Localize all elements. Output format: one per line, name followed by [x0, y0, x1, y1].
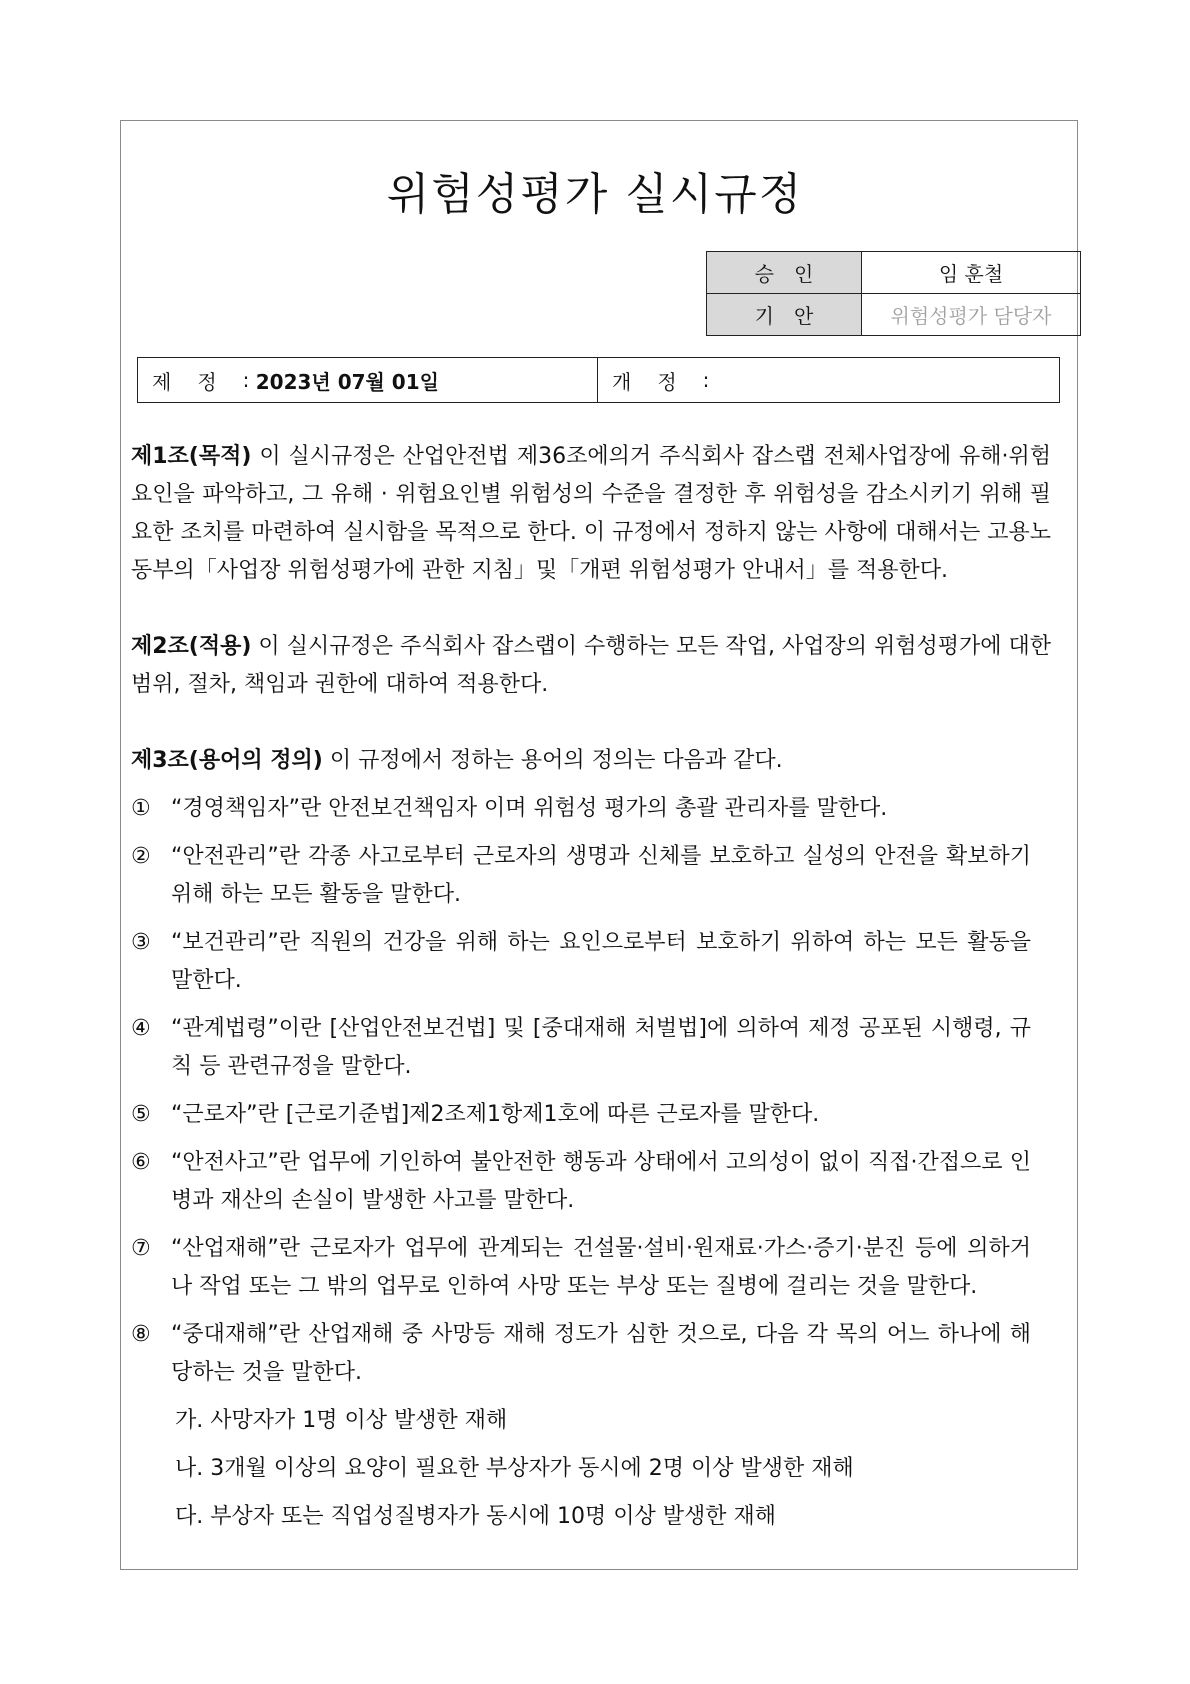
item-text: “안전사고”란 업무에 기인하여 불안전한 행동과 상태에서 고의성이 없이 직접·간접으로 인병과 재산의 손실이 발생한 사고를 말한다.	[171, 1150, 1031, 1213]
definition-item	[131, 1316, 1031, 1392]
article-3-text: 이 규정에서 정하는 용어의 정의는 다음과 같다.	[322, 748, 783, 773]
colon: :	[242, 368, 256, 392]
item-number: ⑧	[131, 1322, 151, 1347]
article-2	[131, 628, 1051, 704]
item-text: “중대재해”란 산업재해 중 사망등 재해 정도가 심한 것으로, 다음 각 목의 어느 하나에 해당하는 것을 말한다.	[171, 1322, 1031, 1385]
definition-item	[131, 1144, 1031, 1220]
enact-cell	[138, 358, 598, 402]
approver-name: 임 훈철	[862, 252, 1081, 294]
article-1-text: 이 실시규정은 산업안전법 제36조에의거 주식회사 잡스랩 전체사업장에 유해·위험요인을 파악하고, 그 유해 · 위험요인별 위험성의 수준을 결정한 후 위험성을 감소시키기 위해 필요한 조치를 마련하여 실시함을 목적으로 한다. 이 규정에서 정하지 않는 사항에 대해서는 고용노동부의「사업장 위험성평가에 관한 지침」및「개편 위험성평가 안내서」를 적용한다.	[131, 444, 1051, 583]
document-body	[131, 438, 1067, 1536]
article-2-text: 이 실시규정은 주식회사 잡스랩이 수행하는 모든 작업, 사업장의 위험성평가에 대한 범위, 절차, 책임과 권한에 대하여 적용한다.	[131, 634, 1051, 697]
definition-item	[131, 924, 1031, 1000]
item-text: “안전관리”란 각종 사고로부터 근로자의 생명과 신체를 보호하고 실성의 안전을 확보하기 위해 하는 모든 활동을 말한다.	[171, 844, 1031, 907]
item-number: ④	[131, 1016, 151, 1041]
definition-item	[131, 1096, 1031, 1134]
article-1	[131, 438, 1051, 590]
sub-item: 가. 사망자가 1명 이상 발생한 재해	[175, 1408, 508, 1433]
colon: :	[702, 368, 716, 392]
article-3-heading: 제3조(용어의 정의)	[131, 748, 323, 773]
dates-table	[137, 357, 1060, 403]
sub-item: 나. 3개월 이상의 요양이 필요한 부상자가 동시에 2명 이상 발생한 재해	[175, 1456, 854, 1481]
enact-label: 제정	[152, 369, 243, 394]
drafter-name: 위험성평가 담당자	[862, 294, 1081, 336]
item-number: ③	[131, 930, 151, 955]
enact-date: 2023년 07월 01일	[255, 369, 439, 394]
page-title: 위험성평가 실시규정	[386, 169, 804, 220]
item-number: ②	[131, 844, 151, 869]
item-text: “보건관리”란 직원의 건강을 위해 하는 요인으로부터 보호하기 위하여 하는 모든 활동을 말한다.	[171, 930, 1031, 993]
item-text: “산업재해”란 근로자가 업무에 관계되는 건설물·설비·원재료·가스·증기·분진 등에 의하거나 작업 또는 그 밖의 업무로 인하여 사망 또는 부상 또는 질병에 걸리는 것을 말한다.	[171, 1236, 1031, 1299]
revise-label: 개정	[612, 369, 703, 394]
definition-item	[131, 790, 1031, 828]
item-number: ⑤	[131, 1102, 151, 1127]
article-2-heading: 제2조(적용)	[131, 634, 252, 659]
article-3	[131, 742, 1067, 780]
approval-row	[707, 252, 1081, 294]
item-text: “근로자”란 [근로기준법]제2조제1항제1호에 따른 근로자를 말한다.	[171, 1102, 820, 1127]
revise-cell	[598, 358, 1059, 402]
approval-label: 승인	[707, 252, 862, 294]
approval-table	[706, 251, 1081, 336]
definition-item	[131, 838, 1031, 914]
item-number: ⑥	[131, 1150, 151, 1175]
definition-item	[131, 1010, 1031, 1086]
approval-row	[707, 294, 1081, 336]
draft-label: 기안	[707, 294, 862, 336]
item-text: “경영책임자”란 안전보건책임자 이며 위험성 평가의 총괄 관리자를 말한다.	[171, 796, 888, 821]
definition-item	[131, 1230, 1031, 1306]
article-1-heading: 제1조(목적)	[131, 444, 252, 469]
sub-item: 다. 부상자 또는 직업성질병자가 동시에 10명 이상 발생한 재해	[175, 1504, 776, 1529]
item-number: ①	[131, 796, 151, 821]
item-number: ⑦	[131, 1236, 151, 1261]
item-text: “관계법령”이란 [산업안전보건법] 및 [중대재해 처벌법]에 의하여 제정 공포된 시행령, 규칙 등 관련규정을 말한다.	[171, 1016, 1031, 1079]
